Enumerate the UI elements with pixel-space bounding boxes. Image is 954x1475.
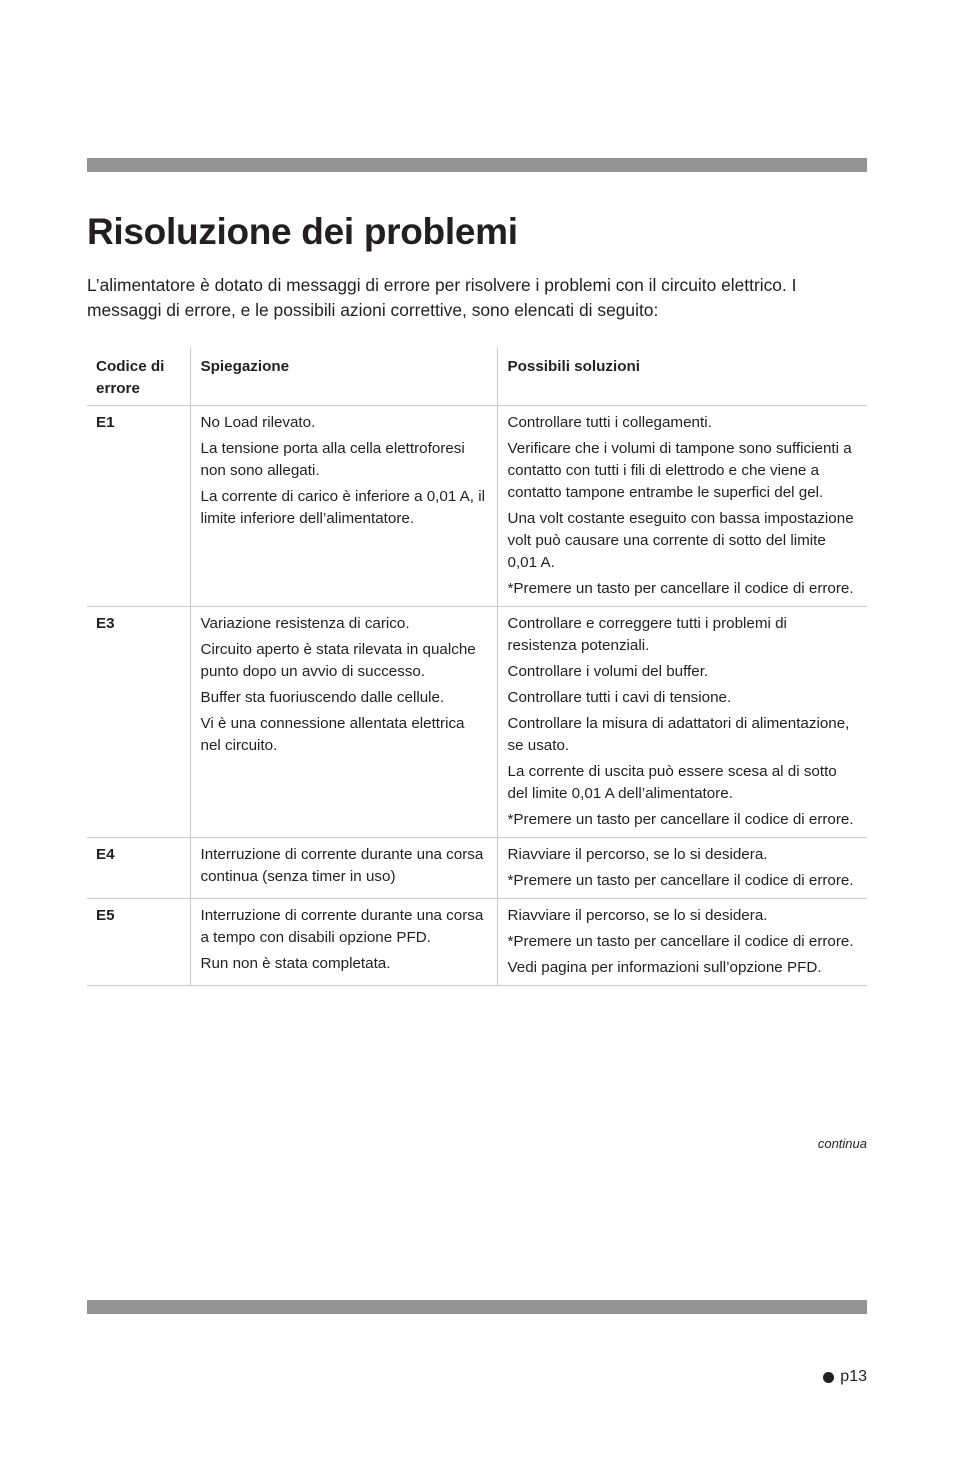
table-row	[87, 838, 867, 899]
solution-line: Controllare tutti i cavi di tensione.	[507, 689, 732, 706]
error-explanation	[190, 406, 497, 607]
error-explanation	[190, 838, 497, 899]
solution-line: Controllare i volumi del buffer.	[507, 663, 709, 680]
error-codes-table	[87, 348, 867, 986]
error-code: E4	[87, 838, 190, 899]
explanation-line: Run non è stata completata.	[200, 955, 391, 972]
column-header-explanation: Spiegazione	[190, 348, 497, 406]
solution-line: Controllare e correggere tutti i problemi di resistenza potenziali.	[507, 615, 787, 654]
error-code: E5	[87, 899, 190, 986]
column-header-solutions: Possibili soluzioni	[497, 348, 867, 406]
page-number	[823, 1368, 867, 1386]
error-code: E1	[87, 406, 190, 607]
table-body	[87, 406, 867, 986]
solution-line: Controllare tutti i collegamenti.	[507, 414, 712, 431]
table-row	[87, 406, 867, 607]
explanation-line: Interruzione di corrente durante una corsa continua (senza timer in uso)	[200, 846, 484, 885]
explanation-line: Circuito aperto è stata rilevata in qualche punto dopo un avvio di successo.	[200, 641, 476, 680]
solution-line: *Premere un tasto per cancellare il codice di errore.	[507, 872, 854, 889]
page-title: Risoluzione dei problemi	[87, 211, 518, 252]
error-solutions	[497, 838, 867, 899]
explanation-line: Interruzione di corrente durante una corsa a tempo con disabili opzione PFD.	[200, 907, 484, 946]
table-row	[87, 607, 867, 838]
bullet-icon	[823, 1372, 834, 1383]
solution-line: Riavviare il percorso, se lo si desidera.	[507, 846, 768, 863]
error-solutions	[497, 607, 867, 838]
solution-line: Una volt costante eseguito con bassa impostazione volt può causare una corrente di sotto del limite 0,01 A.	[507, 510, 854, 571]
table-row	[87, 899, 867, 986]
explanation-line: Variazione resistenza di carico.	[200, 615, 410, 632]
explanation-line: Buffer sta fuoriuscendo dalle cellule.	[200, 689, 445, 706]
solution-line: *Premere un tasto per cancellare il codice di errore.	[507, 933, 854, 950]
header-rule	[87, 158, 867, 172]
solution-line: Controllare la misura di adattatori di alimentazione, se usato.	[507, 715, 850, 754]
solution-line: Riavviare il percorso, se lo si desidera.	[507, 907, 768, 924]
table-header-row	[87, 348, 867, 406]
solution-line: La corrente di uscita può essere scesa al di sotto del limite 0,01 A dell’alimentatore.	[507, 763, 837, 802]
continued-label: continua	[817, 1136, 867, 1151]
error-code: E3	[87, 607, 190, 838]
error-solutions	[497, 406, 867, 607]
footer-rule	[87, 1300, 867, 1314]
error-explanation	[190, 899, 497, 986]
page-number-text: p13	[840, 1368, 867, 1385]
column-header-code: Codice di errore	[87, 348, 190, 406]
explanation-line: La tensione porta alla cella elettroforesi non sono allegati.	[200, 440, 465, 479]
explanation-line: No Load rilevato.	[200, 414, 316, 431]
intro-paragraph: L’alimentatore è dotato di messaggi di errore per risolvere i problemi con il circuito elettrico. I messaggi di errore, e le possibili azioni correttive, sono elencati di seguito:	[87, 275, 797, 320]
explanation-line: La corrente di carico è inferiore a 0,01 A, il limite inferiore dell’alimentatore.	[200, 488, 485, 527]
solution-line: Vedi pagina per informazioni sull’opzione PFD.	[507, 959, 822, 976]
error-explanation	[190, 607, 497, 838]
solution-line: Verificare che i volumi di tampone sono sufficienti a contatto con tutti i fili di elettrodo e che viene a contatto tampone entrambe le superfici del gel.	[507, 440, 852, 501]
error-solutions	[497, 899, 867, 986]
explanation-line: Vi è una connessione allentata elettrica nel circuito.	[200, 715, 465, 754]
solution-line: *Premere un tasto per cancellare il codice di errore.	[507, 811, 854, 828]
solution-line: *Premere un tasto per cancellare il codice di errore.	[507, 580, 854, 597]
